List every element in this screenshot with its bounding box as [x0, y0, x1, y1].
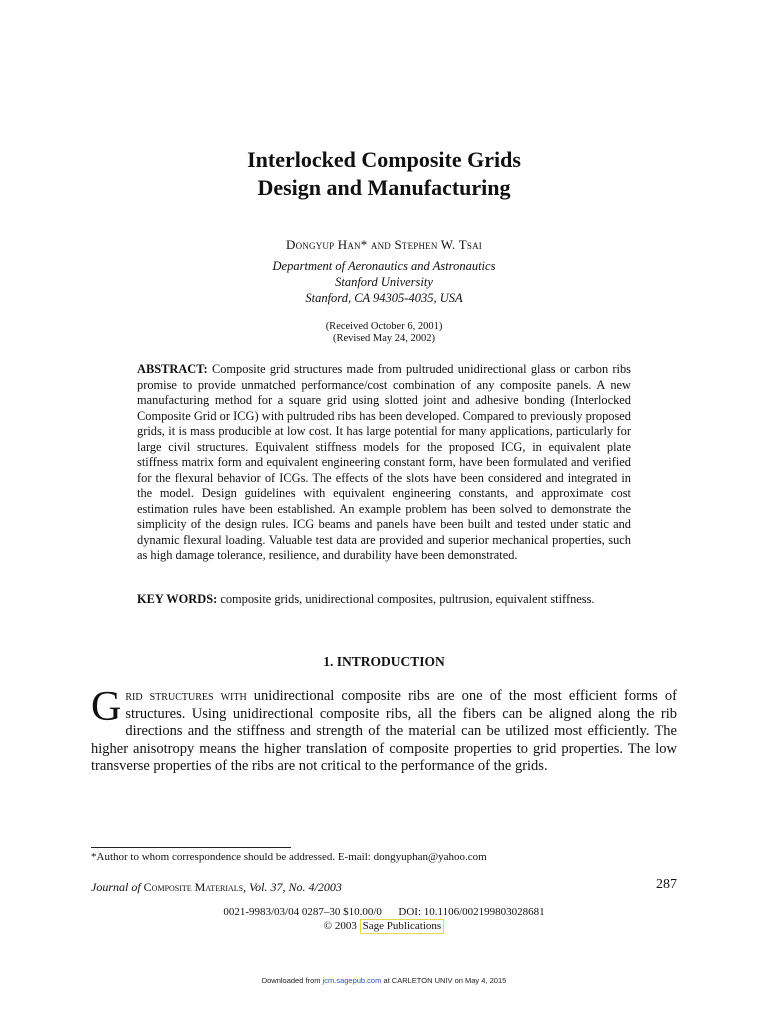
journal-name: Composite Materials [143, 880, 244, 894]
received-date: (Received October 6, 2001) [325, 321, 443, 332]
affiliation-university: Stanford University [335, 275, 433, 289]
paper-title-line-2: Design and Manufacturing [257, 175, 511, 200]
publisher-link[interactable]: Sage Publications [360, 919, 445, 934]
abstract [137, 362, 631, 564]
footnote: *Author to whom correspondence should be addressed. E-mail: dongyuphan@yahoo.com [91, 851, 487, 863]
journal-prefix: Journal of [91, 880, 141, 894]
copyright-line [0, 919, 768, 934]
keywords [137, 592, 631, 608]
keywords-text: composite grids, unidirectional composites, pultrusion, equivalent stiffness. [220, 592, 595, 606]
page-number: 287 [656, 877, 677, 892]
abstract-text: Composite grid structures made from pultruded unidirectional glass or carbon ribs promise to provide unmatched performance/cost combination of any composite panels. A new manufacturing method for a square grid using slotted joint and adhesive bonding (Interlocked Composite Grid or ICG) with pultruded ribs has been developed. Compared to previously proposed grids, it is mass producible at low cost. It has large potential for many applications, particularly for large civil structures. Equivalent stiffness models for the proposed ICG, in equivalent plate stiffness matrix form and equivalent engineering constant form, have been formulated and verified for the flexural behavior of ICGs. The effects of the slots have been considered and integrated in the model. Design guidelines with equivalent engineering constants, and approximate cost estimation rules have been established. An example problem has been solved to demonstrate the simplicity of the design rules. ICG beams and panels have been built and tested under static and dynamic flexural loading. Valuable test data are provided and superior mechanical properties, such as high damage tolerance, resilience, and durability have been demonstrated. [137, 362, 631, 562]
download-suffix: at CARLETON UNIV on May 4, 2015 [383, 976, 507, 985]
footnote-rule [91, 847, 291, 848]
section-heading: 1. INTRODUCTION [323, 654, 445, 669]
affiliation-address: Stanford, CA 94305-4035, USA [305, 291, 463, 305]
affiliation-department: Department of Aeronautics and Astronautics [272, 259, 496, 273]
authors: Dongyup Han* and Stephen W. Tsai [286, 237, 482, 252]
intro-text: unidirectional composite ribs are one of the most efficient forms of structures. Using unidirectional composite ribs, all the fibers can be aligned along the rib directions and the stiffness and strength of the material can be utilized most efficiently. The higher anisotropy means the higher translation of composite properties to grid properties. The low transverse properties of the ribs are not critical to the performance of the grids. [91, 688, 677, 774]
copyright-year: © 2003 [323, 920, 357, 932]
introduction-paragraph [91, 684, 677, 776]
revised-date: (Revised May 24, 2002) [332, 333, 436, 344]
intro-lead-in: rid structures with [125, 688, 247, 704]
download-site-link[interactable]: jcm.sagepub.com [322, 976, 382, 985]
download-notice [0, 976, 768, 985]
journal-citation [91, 880, 342, 895]
paper-title-line-1: Interlocked Composite Grids [247, 147, 521, 172]
download-prefix: Downloaded from [261, 976, 321, 985]
abstract-label: ABSTRACT: [137, 362, 208, 376]
issn-doi-line: 0021-9983/03/04 0287–30 $10.00/0 DOI: 10.1106/002199803028681 [223, 906, 545, 918]
journal-volume: , Vol. 37, No. 4/2003 [243, 880, 342, 894]
publication-codes [0, 906, 768, 934]
keywords-label: KEY WORDS: [137, 592, 218, 606]
drop-cap: G [91, 684, 122, 730]
